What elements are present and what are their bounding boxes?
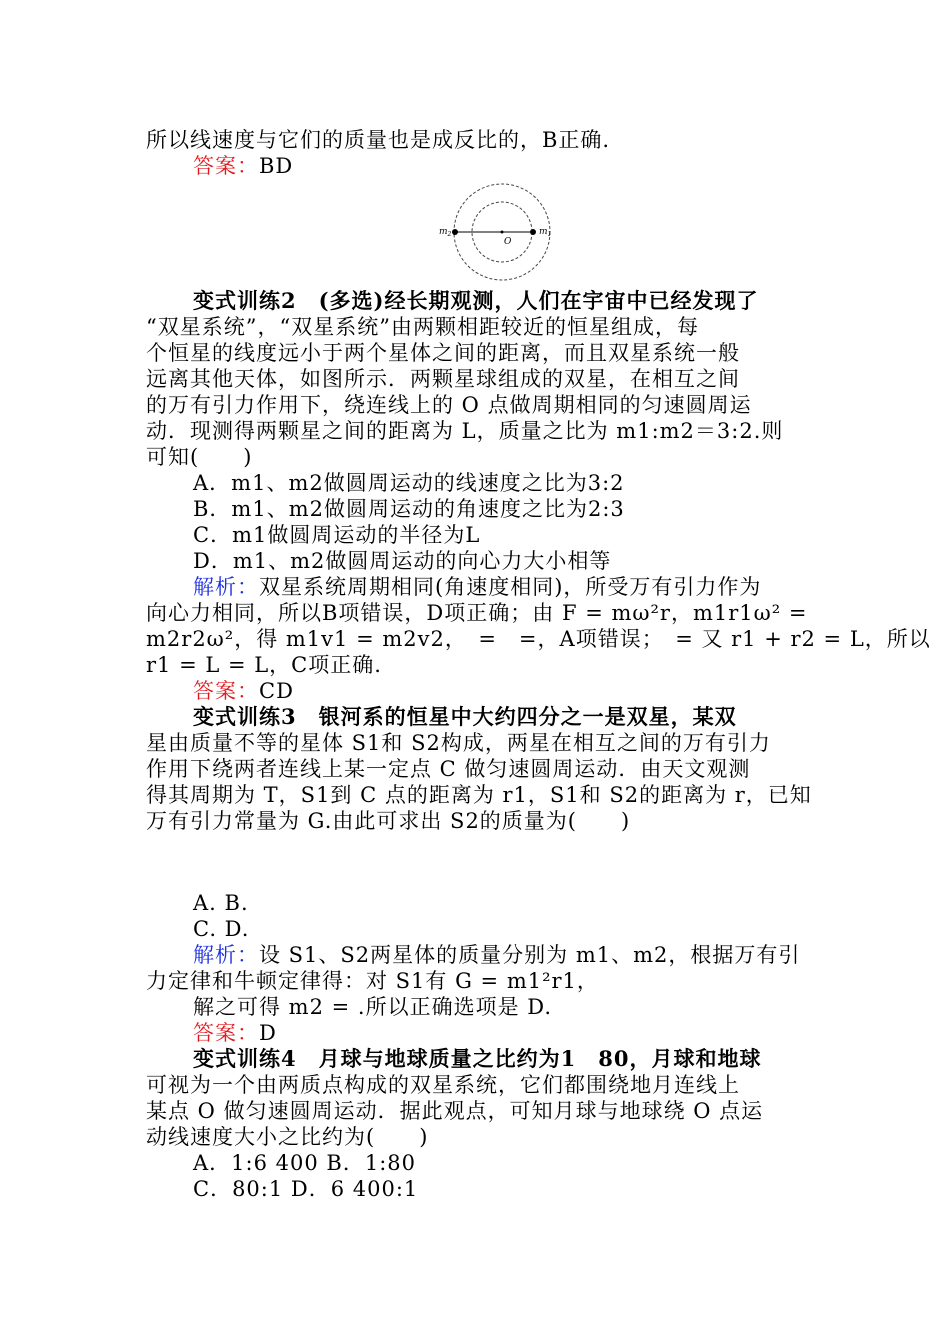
label-m2: m [439, 227, 448, 237]
q2-analysis-line-2: 向心力相同，所以B项错误，D项正确；由 F = mω²r，m1r1ω² = [146, 601, 808, 625]
star-m1 [530, 229, 536, 235]
svg-text:m2: $m_2$ [439, 227, 452, 238]
q3-line-4: 得其周期为 T，S1到 C 点的距离为 r1，S1和 S2的距离为 r，已知 [146, 783, 812, 807]
q3-options-ab: A. B. [193, 891, 249, 915]
q4-line-2: 可视为一个由两质点构成的双星系统，它们都围绕地月连线上 [146, 1073, 740, 1097]
q4-line-3: 某点 O 做匀速圆周运动．据此观点，可知月球与地球绕 O 点运 [146, 1099, 764, 1123]
q2-analysis-line-1: 解析：双星系统周期相同(角速度相同)，所受万有引力作为 [193, 575, 762, 599]
answer-label: 答案： [193, 679, 259, 703]
q2-line-6: 动．现测得两颗星之间的距离为 L，质量之比为 m1:m2＝3:2.则 [146, 419, 784, 443]
label-o: O [504, 237, 512, 247]
q2-option-c: C．m1做圆周运动的半径为L [193, 523, 481, 547]
answer-label: 答案： [193, 154, 259, 178]
q2-line-7: 可知( ) [146, 445, 253, 469]
q3-line-2: 星由质量不等的星体 S1和 S2构成，两星在相互之间的万有引力 [146, 731, 771, 755]
q2-option-a: A．m1、m2做圆周运动的线速度之比为3:2 [193, 471, 625, 495]
q4-line-1: 变式训练4 月球与地球质量之比约为1 80，月球和地球 [193, 1046, 762, 1071]
analysis-label: 解析： [193, 575, 259, 599]
q3-analysis-line-3: 解之可得 m2 = .所以正确选项是 D. [193, 995, 553, 1019]
label-m1: m [539, 227, 548, 237]
q4-options-ab: A．1:6 400 B．1:80 [193, 1151, 416, 1175]
intro-answer [193, 153, 808, 179]
binary-star-figure [436, 180, 566, 284]
q4-options-cd: C．80:1 D．6 400:1 [193, 1177, 419, 1201]
q4-line-4: 动线速度大小之比约为( ) [146, 1125, 429, 1149]
q3-answer [193, 1020, 808, 1046]
q3-options-cd: C. D. [193, 917, 250, 941]
star-m2 [452, 229, 458, 235]
answer-value: CD [259, 679, 294, 703]
q3-line-3: 作用下绕两者连线上某一定点 C 做匀速圆周运动．由天文观测 [146, 757, 751, 781]
svg-text:m1: $m_1$ [539, 227, 552, 238]
q2-option-b: B．m1、m2做圆周运动的角速度之比为2:3 [193, 497, 625, 521]
q2-analysis-line-4: r1 = L = L，C项正确. [146, 653, 382, 677]
answer-value: BD [259, 154, 294, 178]
answer-value: D [259, 1021, 277, 1045]
q2-line-4: 远离其他天体，如图所示．两颗星球组成的双星，在相互之间 [146, 367, 740, 391]
intro-line: 所以线速度与它们的质量也是成反比的，B正确. [146, 128, 611, 152]
q2-line-2: “双星系统”，“双星系统”由两颗相距较近的恒星组成，每 [146, 315, 699, 339]
center-o [501, 231, 504, 234]
q3-line-5: 万有引力常量为 G.由此可求出 S2的质量为( ) [146, 809, 631, 833]
q2-line-5: 的万有引力作用下，绕连线上的 O 点做周期相同的匀速圆周运 [146, 393, 752, 417]
q2-option-d: D．m1、m2做圆周运动的向心力大小相等 [193, 549, 612, 573]
q3-line-1: 变式训练3 银河系的恒星中大约四分之一是双星，某双 [193, 704, 737, 729]
q2-analysis-line-3: m2r2ω²，得 m1v1 = m2v2， = =，A项错误； = 又 r1 + r2 = L，所以 [146, 627, 931, 651]
q2-answer [193, 678, 808, 704]
q2-line-1: 变式训练2 (多选)经长期观测，人们在宇宙中已经发现了 [193, 288, 759, 313]
q3-analysis-line-2: 力定律和牛顿定律得：对 S1有 G = m1²r1， [146, 969, 599, 993]
q2-line-3: 个恒星的线度远小于两个星体之间的距离，而且双星系统一般 [146, 341, 740, 365]
q3-analysis-line-1: 解析：设 S1、S2两星体的质量分别为 m1、m2，根据万有引 [193, 943, 801, 967]
analysis-label: 解析： [193, 943, 259, 967]
answer-label: 答案： [193, 1021, 259, 1045]
